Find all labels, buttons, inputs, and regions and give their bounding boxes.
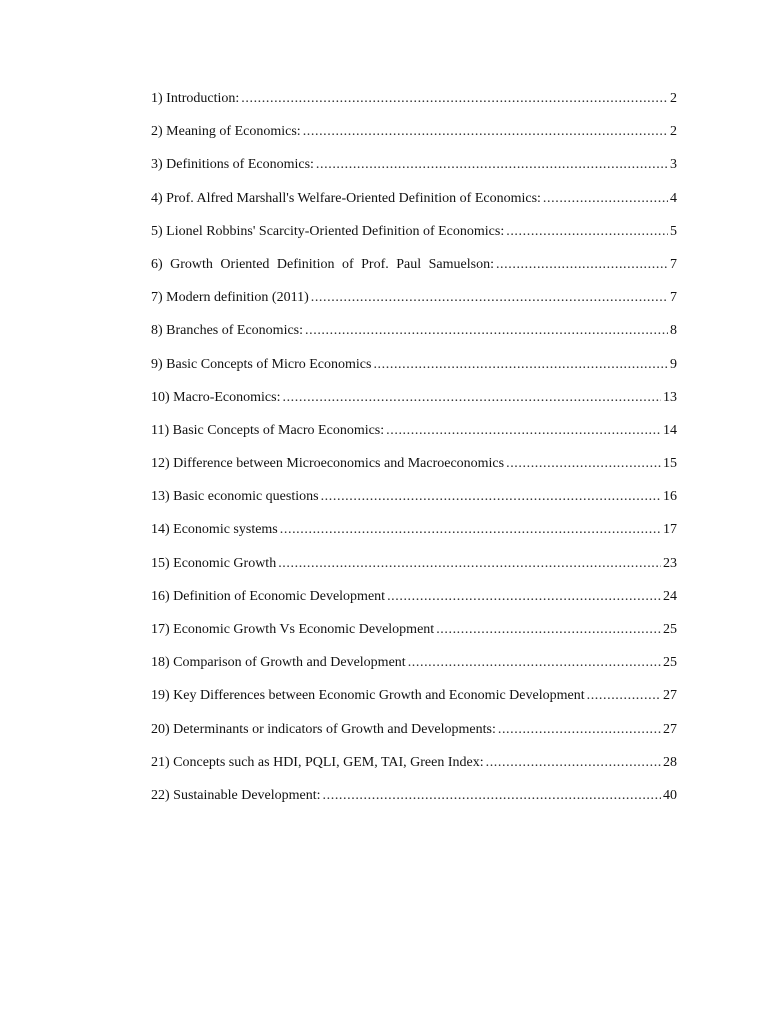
toc-entry-page: 24: [663, 588, 677, 604]
toc-entry-page: 28: [663, 754, 677, 770]
toc-entry[interactable]: [151, 522, 677, 555]
toc-dot-leader: [506, 224, 668, 240]
toc-entry-page: 2: [670, 91, 677, 106]
toc-entry[interactable]: [151, 556, 677, 589]
toc-dot-leader: [498, 722, 661, 738]
toc-entry[interactable]: [151, 589, 677, 622]
toc-entry-title: 17) Economic Growth Vs Economic Development: [151, 622, 435, 637]
toc-dot-leader: [387, 589, 661, 605]
toc-entry[interactable]: [151, 622, 677, 655]
toc-entry[interactable]: [151, 390, 677, 423]
toc-entry-title: 4) Prof. Alfred Marshall's Welfare-Oriented Definition of Economics:: [151, 190, 541, 206]
toc-dot-leader: [543, 191, 668, 207]
toc-dot-leader: [587, 688, 661, 704]
toc-entry[interactable]: [151, 357, 677, 390]
toc-dot-leader: [486, 755, 661, 771]
toc-entry-title: 1) Introduction:: [151, 91, 240, 106]
toc-entry-page: 40: [663, 787, 677, 803]
toc-dot-leader: [303, 124, 668, 140]
toc-entry-title: 3) Definitions of Economics:: [151, 157, 314, 173]
toc-entry-title: 9) Basic Concepts of Micro Economics: [151, 356, 372, 372]
toc-dot-leader: [311, 290, 668, 306]
toc-entry-page: 4: [670, 190, 677, 206]
toc-entry-title: 5) Lionel Robbins' Scarcity-Oriented Definition of Economics:: [151, 223, 505, 239]
toc-dot-leader: [386, 423, 661, 439]
toc-entry[interactable]: [151, 91, 677, 124]
toc-entry[interactable]: [151, 788, 677, 821]
toc-dot-leader: [496, 257, 668, 273]
toc-entry[interactable]: [151, 157, 677, 190]
toc-dot-leader: [321, 489, 661, 505]
toc-entry[interactable]: [151, 423, 677, 456]
toc-dot-leader: [408, 655, 661, 671]
toc-entry-page: 14: [663, 422, 677, 438]
toc-dot-leader: [506, 456, 661, 472]
toc-entry-title: 16) Definition of Economic Development: [151, 588, 386, 604]
toc-entry[interactable]: [151, 456, 677, 489]
toc-dot-leader: [280, 522, 661, 538]
table-of-contents: [151, 91, 677, 821]
toc-entry-page: 27: [663, 721, 677, 737]
toc-entry-page: 15: [663, 456, 677, 472]
toc-entry-title: 6) Growth Oriented Definition of Prof. Paul Samuelson:: [151, 256, 494, 272]
toc-dot-leader: [436, 622, 661, 638]
toc-entry[interactable]: [151, 191, 677, 224]
toc-dot-leader: [278, 556, 661, 572]
toc-entry-page: 16: [663, 489, 677, 505]
toc-dot-leader: [305, 323, 668, 339]
toc-entry-title: 22) Sustainable Development:: [151, 787, 321, 803]
toc-entry-title: 7) Modern definition (2011): [151, 290, 309, 306]
toc-entry[interactable]: [151, 323, 677, 356]
toc-entry-page: 3: [670, 157, 677, 173]
toc-entry[interactable]: [151, 655, 677, 688]
toc-entry-title: 14) Economic systems: [151, 522, 278, 538]
toc-entry-title: 18) Comparison of Growth and Development: [151, 655, 406, 671]
toc-entry[interactable]: [151, 224, 677, 257]
toc-entry-page: 7: [670, 290, 677, 306]
toc-dot-leader: [373, 357, 668, 373]
toc-dot-leader: [323, 788, 661, 804]
toc-entry-page: 7: [670, 256, 677, 272]
toc-entry[interactable]: [151, 257, 677, 290]
toc-entry-page: 23: [663, 555, 677, 571]
toc-entry[interactable]: [151, 722, 677, 755]
toc-entry-title: 13) Basic economic questions: [151, 489, 319, 505]
toc-entry-title: 11) Basic Concepts of Macro Economics:: [151, 422, 385, 438]
toc-dot-leader: [282, 390, 661, 406]
toc-entry-page: 27: [663, 688, 677, 704]
toc-entry-title: 2) Meaning of Economics:: [151, 124, 301, 140]
toc-dot-leader: [316, 157, 668, 173]
toc-entry-title: 21) Concepts such as HDI, PQLI, GEM, TAI, Green Index:: [151, 754, 484, 770]
toc-entry-title: 19) Key Differences between Economic Growth and Economic Development: [151, 688, 585, 704]
toc-entry[interactable]: [151, 489, 677, 522]
toc-entry-title: 10) Macro-Economics:: [151, 389, 281, 405]
toc-entry[interactable]: [151, 688, 677, 721]
toc-entry[interactable]: [151, 124, 677, 157]
toc-entry-title: 15) Economic Growth: [151, 555, 277, 571]
toc-entry-page: 13: [663, 389, 677, 405]
toc-entry-page: 25: [663, 655, 677, 671]
toc-entry-title: 20) Determinants or indicators of Growth and Developments:: [151, 721, 496, 737]
toc-entry-page: 25: [663, 622, 677, 637]
toc-entry-title: 8) Branches of Economics:: [151, 323, 304, 339]
toc-entry-title: 12) Difference between Microeconomics and Macroeconomics: [151, 456, 505, 472]
toc-entry-page: 8: [670, 323, 677, 339]
toc-dot-leader: [241, 91, 668, 107]
toc-entry-page: 9: [670, 356, 677, 372]
toc-entry[interactable]: [151, 755, 677, 788]
toc-entry-page: 2: [670, 124, 677, 140]
toc-entry-page: 5: [670, 223, 677, 239]
toc-entry-page: 17: [663, 522, 677, 538]
toc-entry[interactable]: [151, 290, 677, 323]
